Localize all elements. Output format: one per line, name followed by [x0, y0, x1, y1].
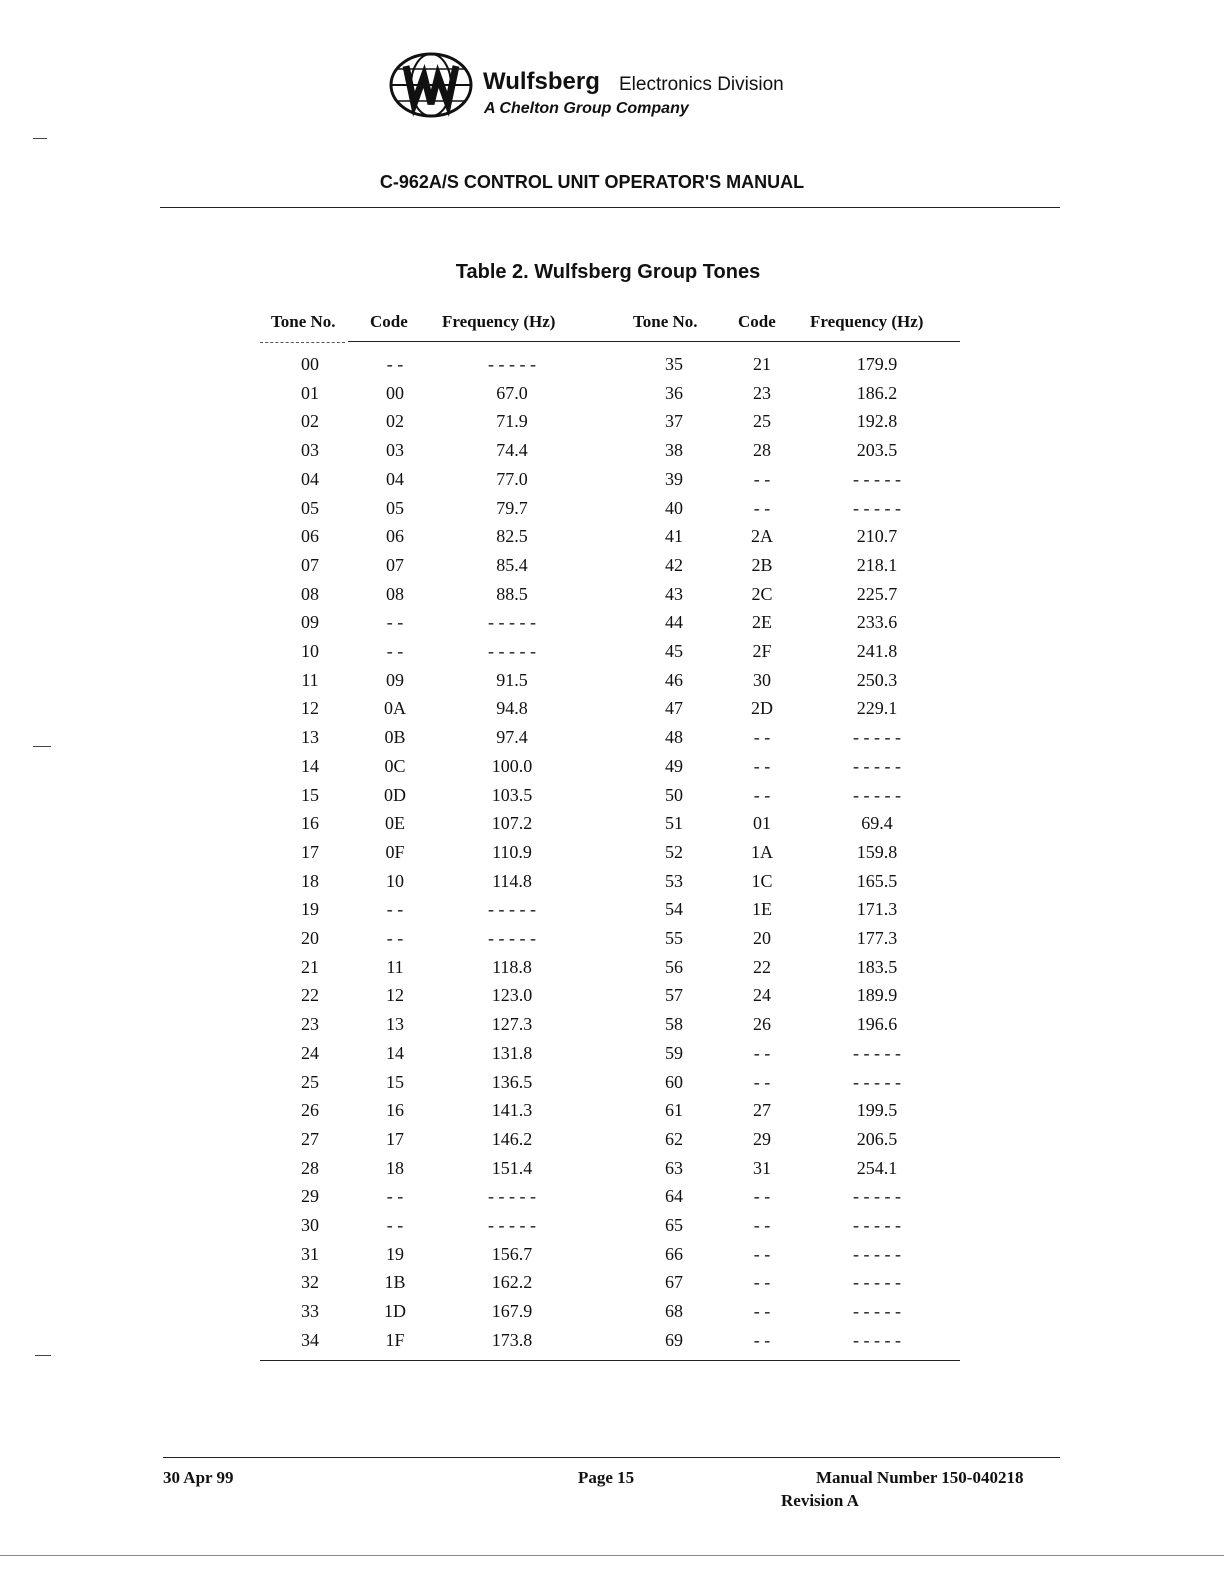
code-cell: 25: [753, 411, 771, 432]
brand-name: Wulfsberg: [483, 68, 600, 95]
code-cell: 05: [386, 497, 404, 518]
code-cell: - -: [753, 468, 771, 489]
tone-number-cell: 12: [301, 698, 319, 719]
tone-number-cell: 26: [301, 1100, 319, 1121]
tone-number-cell: 32: [301, 1272, 319, 1293]
code-cell: 08: [386, 583, 404, 604]
frequency-cell: 203.5: [856, 440, 898, 461]
frequency-cell: - - - - -: [488, 1186, 536, 1207]
tone-number-cell: 15: [301, 784, 319, 805]
frequency-cell: - - - - -: [853, 1301, 901, 1322]
frequency-cell: 171.3: [856, 899, 898, 920]
frequency-cell: 183.5: [856, 956, 898, 977]
code-cell: 12: [386, 985, 404, 1006]
tone-number-cell: 48: [665, 727, 683, 748]
frequency-cell: - - - - -: [488, 612, 536, 633]
footer-page-number: Page 15: [578, 1468, 635, 1487]
code-cell: 0C: [384, 755, 406, 776]
code-cell: - -: [386, 641, 404, 661]
frequency-cell: 159.8: [856, 841, 898, 862]
tone-number-cell: 50: [665, 784, 683, 805]
tone-number-cell: 10: [301, 641, 319, 661]
tone-number-cell: 13: [301, 727, 319, 748]
tone-number-cell: 02: [301, 411, 319, 432]
frequency-cell: 82.5: [496, 526, 528, 547]
tone-number-cell: 03: [301, 440, 319, 461]
code-cell: 28: [753, 440, 771, 461]
code-cell: 20: [753, 928, 771, 948]
frequency-cell: 196.6: [856, 1014, 898, 1035]
tone-number-cell: 65: [665, 1215, 683, 1235]
code-cell: 1E: [752, 899, 772, 920]
code-cell: - -: [753, 727, 771, 748]
frequency-cell: 71.9: [496, 411, 528, 432]
frequency-cell: 241.8: [856, 641, 898, 661]
tone-number-cell: 16: [301, 813, 319, 834]
tone-number-cell: 06: [301, 526, 319, 547]
frequency-cell: 186.2: [856, 382, 898, 403]
frequency-cell: 110.9: [492, 841, 532, 862]
column-header: Code: [738, 312, 776, 331]
code-cell: 2F: [752, 641, 772, 661]
code-cell: 11: [386, 956, 404, 977]
column-header: Frequency (Hz): [442, 312, 556, 331]
frequency-cell: 131.8: [491, 1042, 533, 1063]
tone-number-cell: 39: [665, 468, 683, 489]
frequency-cell: - - - - -: [853, 755, 901, 776]
tone-number-cell: 66: [665, 1243, 683, 1264]
frequency-cell: - - - - -: [853, 468, 901, 489]
code-cell: - -: [753, 1301, 771, 1322]
margin-mark: [33, 138, 47, 139]
frequency-cell: 123.0: [491, 985, 533, 1006]
frequency-cell: 88.5: [496, 583, 528, 604]
tone-number-cell: 20: [301, 928, 319, 948]
margin-mark: [33, 746, 51, 747]
frequency-cell: 67.0: [496, 382, 528, 403]
code-cell: 2A: [751, 526, 773, 547]
code-cell: - -: [386, 928, 404, 948]
tone-number-cell: 17: [301, 841, 319, 862]
tone-number-cell: 51: [665, 813, 683, 834]
page-bottom-rule: [0, 1555, 1224, 1556]
frequency-cell: 141.3: [491, 1100, 533, 1121]
code-cell: 26: [753, 1014, 771, 1035]
code-cell: - -: [753, 1243, 771, 1264]
header-underline: [260, 342, 345, 343]
frequency-cell: - - - - -: [853, 727, 901, 748]
code-cell: 1F: [385, 1329, 405, 1350]
frequency-cell: 218.1: [856, 554, 898, 575]
frequency-cell: 179.9: [856, 354, 898, 374]
frequency-cell: - - - - -: [488, 641, 536, 661]
code-cell: 22: [753, 956, 771, 977]
tone-number-cell: 14: [301, 755, 319, 776]
frequency-cell: 79.7: [496, 497, 528, 518]
frequency-cell: 107.2: [491, 813, 533, 834]
code-cell: - -: [753, 1329, 771, 1350]
tone-number-cell: 22: [301, 985, 319, 1006]
tone-number-cell: 11: [301, 669, 319, 690]
tone-number-cell: 30: [301, 1215, 319, 1235]
frequency-cell: - - - - -: [853, 1042, 901, 1063]
tone-number-cell: 52: [665, 841, 683, 862]
frequency-cell: - - - - -: [853, 1243, 901, 1264]
tone-number-cell: 08: [301, 583, 319, 604]
tone-number-cell: 56: [665, 956, 683, 977]
frequency-cell: 91.5: [496, 669, 528, 690]
code-cell: 13: [386, 1014, 404, 1035]
frequency-cell: - - - - -: [853, 1272, 901, 1293]
code-cell: - -: [386, 1186, 404, 1207]
code-cell: 27: [753, 1100, 771, 1121]
tone-number-cell: 49: [665, 755, 683, 776]
frequency-cell: 127.3: [491, 1014, 533, 1035]
frequency-cell: - - - - -: [853, 1186, 901, 1207]
code-cell: - -: [386, 612, 404, 633]
tone-number-cell: 45: [665, 641, 683, 661]
tone-number-cell: 34: [301, 1329, 319, 1350]
frequency-cell: - - - - -: [853, 784, 901, 805]
wulfsberg-globe-logo-icon: [388, 52, 474, 118]
frequency-cell: 97.4: [496, 727, 528, 748]
tone-number-cell: 36: [665, 382, 683, 403]
table-title: Table 2. Wulfsberg Group Tones: [455, 261, 761, 283]
tone-number-cell: 27: [301, 1128, 319, 1149]
frequency-cell: - - - - -: [488, 928, 536, 948]
tone-number-cell: 57: [665, 985, 683, 1006]
code-cell: - -: [753, 784, 771, 805]
code-cell: 15: [386, 1071, 404, 1092]
code-cell: 04: [386, 468, 404, 489]
frequency-cell: 156.7: [491, 1243, 533, 1264]
tone-number-cell: 01: [301, 382, 319, 403]
frequency-cell: 206.5: [856, 1128, 898, 1149]
frequency-cell: 165.5: [856, 870, 898, 891]
tone-number-cell: 55: [665, 928, 683, 948]
code-cell: 0B: [384, 727, 406, 748]
code-cell: - -: [386, 1215, 404, 1235]
code-cell: 07: [386, 554, 404, 575]
margin-mark: [35, 1355, 51, 1356]
code-cell: 29: [753, 1128, 771, 1149]
tone-number-cell: 07: [301, 554, 319, 575]
tone-number-cell: 43: [665, 583, 683, 604]
frequency-cell: 136.5: [491, 1071, 533, 1092]
tone-number-cell: 62: [665, 1128, 683, 1149]
frequency-cell: 74.4: [496, 440, 528, 461]
frequency-cell: 229.1: [856, 698, 898, 719]
frequency-cell: 225.7: [856, 583, 898, 604]
tone-number-cell: 40: [665, 497, 683, 518]
code-cell: 14: [386, 1042, 404, 1063]
code-cell: - -: [753, 1042, 771, 1063]
tone-number-cell: 04: [301, 468, 319, 489]
tone-number-cell: 47: [665, 698, 683, 719]
frequency-cell: 233.6: [856, 612, 898, 633]
tone-number-cell: 41: [665, 526, 683, 547]
frequency-cell: - - - - -: [853, 1215, 901, 1235]
code-cell: 19: [386, 1243, 404, 1264]
code-cell: 24: [753, 985, 771, 1006]
tone-number-cell: 54: [665, 899, 683, 920]
code-cell: - -: [753, 497, 771, 518]
tone-number-cell: 09: [301, 612, 319, 633]
frequency-cell: 146.2: [491, 1128, 533, 1149]
tone-number-cell: 05: [301, 497, 319, 518]
code-cell: 03: [386, 440, 404, 461]
tone-number-cell: 25: [301, 1071, 319, 1092]
code-cell: 1D: [384, 1301, 406, 1322]
tone-number-cell: 63: [665, 1157, 683, 1178]
column-header: Code: [370, 312, 408, 331]
code-cell: 1B: [384, 1272, 406, 1293]
footer-rule: [163, 1457, 1060, 1458]
frequency-cell: 254.1: [856, 1157, 898, 1178]
frequency-cell: - - - - -: [853, 497, 901, 518]
frequency-cell: - - - - -: [488, 354, 536, 374]
code-cell: 30: [753, 669, 771, 690]
column-header: Frequency (Hz): [810, 312, 924, 331]
tone-number-cell: 58: [665, 1014, 683, 1035]
code-cell: 02: [386, 411, 404, 432]
tone-number-cell: 46: [665, 669, 683, 690]
tone-number-cell: 00: [301, 354, 319, 374]
table-bottom-rule: [260, 1360, 960, 1361]
code-cell: 21: [753, 354, 771, 374]
frequency-cell: 189.9: [856, 985, 898, 1006]
frequency-cell: 173.8: [491, 1329, 533, 1350]
frequency-cell: 103.5: [491, 784, 533, 805]
tone-number-cell: 28: [301, 1157, 319, 1178]
code-cell: 1A: [751, 841, 773, 862]
code-cell: 2B: [751, 554, 773, 575]
tone-number-cell: 44: [665, 612, 683, 633]
tone-number-cell: 38: [665, 440, 683, 461]
code-cell: 16: [386, 1100, 404, 1121]
code-cell: 2D: [751, 698, 773, 719]
code-cell: - -: [753, 755, 771, 776]
column-header: Tone No.: [271, 312, 336, 331]
code-cell: - -: [753, 1272, 771, 1293]
column-header: Tone No.: [633, 312, 698, 331]
code-cell: 2C: [751, 583, 773, 604]
tone-number-cell: 35: [665, 354, 683, 374]
tone-number-cell: 19: [301, 899, 319, 920]
code-cell: 2E: [752, 612, 772, 633]
frequency-cell: 250.3: [856, 669, 898, 690]
code-cell: 0F: [385, 841, 405, 862]
brand-division: Electronics Division: [619, 74, 784, 95]
code-cell: 01: [753, 813, 771, 834]
tone-number-cell: 61: [665, 1100, 683, 1121]
frequency-cell: 199.5: [856, 1100, 898, 1121]
footer-manual-number: Manual Number 150-040218: [816, 1468, 1024, 1487]
table-top-rule: [348, 341, 960, 342]
tone-number-cell: 53: [665, 870, 683, 891]
footer-date: 30 Apr 99: [163, 1468, 234, 1487]
code-cell: 31: [753, 1157, 771, 1178]
frequency-cell: 69.4: [861, 813, 893, 834]
tone-number-cell: 31: [301, 1243, 319, 1264]
code-cell: - -: [386, 899, 404, 920]
brand-subtitle: A Chelton Group Company: [484, 100, 689, 117]
tone-number-cell: 23: [301, 1014, 319, 1035]
tone-number-cell: 64: [665, 1186, 683, 1207]
code-cell: 18: [386, 1157, 404, 1178]
tone-number-cell: 29: [301, 1186, 319, 1207]
header-rule: [160, 207, 1060, 208]
frequency-cell: - - - - -: [853, 1071, 901, 1092]
tone-number-cell: 24: [301, 1042, 319, 1063]
code-cell: - -: [753, 1186, 771, 1207]
frequency-cell: 177.3: [856, 928, 898, 948]
frequency-cell: 192.8: [856, 411, 898, 432]
frequency-cell: 94.8: [496, 698, 528, 719]
code-cell: - -: [753, 1071, 771, 1092]
code-cell: - -: [753, 1215, 771, 1235]
tone-number-cell: 21: [301, 956, 319, 977]
code-cell: 0A: [384, 698, 406, 719]
tone-number-cell: 68: [665, 1301, 683, 1322]
code-cell: 06: [386, 526, 404, 547]
footer-revision: Revision A: [781, 1491, 859, 1510]
frequency-cell: 77.0: [496, 468, 528, 489]
frequency-cell: 100.0: [491, 755, 533, 776]
code-cell: 10: [386, 870, 404, 891]
frequency-cell: 210.7: [856, 526, 898, 547]
code-cell: 23: [753, 382, 771, 403]
tone-number-cell: 37: [665, 411, 683, 432]
frequency-cell: 167.9: [491, 1301, 533, 1322]
manual-title: C-962A/S CONTROL UNIT OPERATOR'S MANUAL: [379, 172, 805, 192]
code-cell: 0E: [385, 813, 405, 834]
code-cell: - -: [386, 354, 404, 374]
tone-number-cell: 59: [665, 1042, 683, 1063]
frequency-cell: 118.8: [492, 956, 532, 977]
tone-number-cell: 42: [665, 554, 683, 575]
frequency-cell: 151.4: [491, 1157, 533, 1178]
tone-number-cell: 69: [665, 1329, 683, 1350]
company-logo: [388, 52, 868, 122]
frequency-cell: 162.2: [491, 1272, 533, 1293]
tone-number-cell: 67: [665, 1272, 683, 1293]
tone-number-cell: 60: [665, 1071, 683, 1092]
code-cell: 17: [386, 1128, 404, 1149]
frequency-cell: 114.8: [492, 870, 532, 891]
frequency-cell: 85.4: [496, 554, 528, 575]
frequency-cell: - - - - -: [488, 899, 536, 920]
code-cell: 1C: [751, 870, 773, 891]
tone-number-cell: 18: [301, 870, 319, 891]
code-cell: 0D: [384, 784, 406, 805]
code-cell: 09: [386, 669, 404, 690]
frequency-cell: - - - - -: [853, 1329, 901, 1350]
frequency-cell: - - - - -: [488, 1215, 536, 1235]
tone-number-cell: 33: [301, 1301, 319, 1322]
code-cell: 00: [386, 382, 404, 403]
